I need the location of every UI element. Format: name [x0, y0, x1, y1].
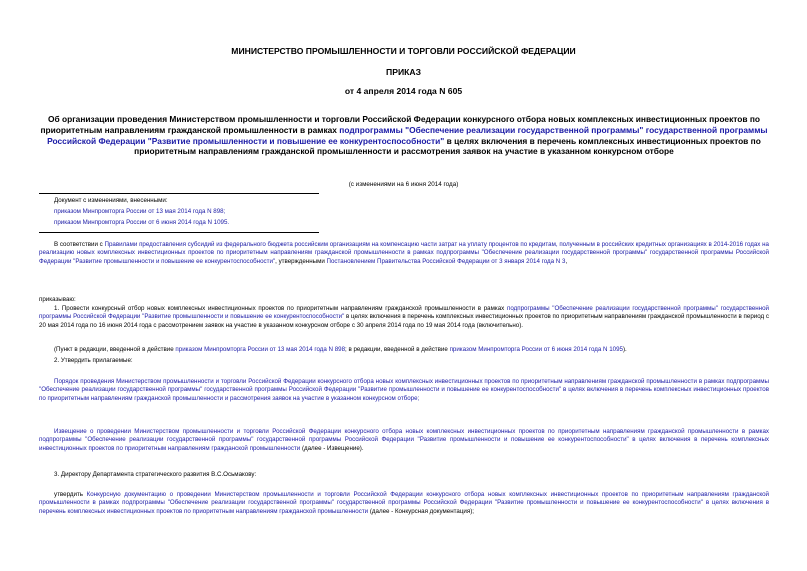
- preamble-paragraph: [39, 241, 769, 266]
- item-1-paragraph: [39, 305, 769, 330]
- procedure-link[interactable]: Порядок проведения Министерством промышленности и торговли Российской Федерации конкурсного отбора новых комплексных инвестиционных проектов по приоритетным направлениям гражданской промышленности в рамках подпрограммы "Обеспечение реализации государственной программы" государственной программы Российской Федерации "Развитие промышленности и повышение ее конкурентоспособности" в целях включения в перечень комплексных инвестиционных проектов по приоритетным направлениям гражданской промышленности и рассмотрения заявок на участие в указанном конкурсном отборе;: [39, 378, 769, 402]
- preamble-text-2: , утвержденными: [275, 257, 327, 265]
- item-2-text: 2. Утвердить прилагаемые:: [54, 357, 133, 364]
- notice-paragraph: [39, 428, 769, 453]
- edition-text-1: (Пункт в редакции, введенной в действие: [54, 346, 176, 353]
- title-text-2: в целях включения в перечень комплексных инвестиционных проектов по приоритетным направлениям гражданской промышленности и рассмотрения заявок на участие в указанном конкурсном отборе: [134, 135, 761, 157]
- edition-note: [54, 346, 627, 354]
- edition-link-1[interactable]: приказом Минпромторга России от 13 мая 2014 года N 898: [175, 346, 346, 353]
- change-link-1[interactable]: приказом Минпромторга России от 13 мая 2014 года N 898;: [54, 208, 226, 215]
- change-link-2[interactable]: приказом Минпромторга России от 6 июня 2014 года N 1095.: [54, 219, 230, 226]
- order-word: приказываю:: [39, 296, 76, 303]
- item-1-text-1: 1. Провести конкурсный отбор новых комплексных инвестиционных проектов по приоритетным направлениям гражданской промышленности в рамках: [54, 305, 507, 312]
- preamble-text-3: ,: [565, 257, 568, 265]
- ministry-heading: МИНИСТЕРСТВО ПРОМЫШЛЕННОСТИ И ТОРГОВЛИ РОССИЙСКОЙ ФЕДЕРАЦИИ: [231, 46, 576, 56]
- divider-bottom: [39, 232, 319, 233]
- item-1-subprogram-link[interactable]: подпрограммы "Обеспечение реализации государственной программы" государственной программы Российской Федерации "Развитие промышленности и повышение ее конкурентоспособности": [39, 305, 769, 321]
- changes-heading: Документ с изменениями, внесенными:: [54, 197, 168, 204]
- tender-documentation-link[interactable]: Конкурсную документацию о проведении Министерством промышленности и торговли Российской Федерации конкурсного отбора новых комплексных инвестиционных проектов по приоритетным направлениям гражданской промышленности в рамках подпрограммы "Обеспечение реализации государственной программы" государственной программы Российской Федерации "Развитие промышленности и повышение ее конкурентоспособности" в целях включения в перечень комплексных инвестиционных проектов по приоритетным направлениям гражданской промышленности: [39, 491, 770, 515]
- approve-paragraph: [39, 491, 769, 516]
- amendment-note: (с изменениями на 6 июня 2014 года): [348, 181, 459, 188]
- subsidy-rules-link[interactable]: Правилами предоставления субсидий из федерального бюджета российским организациям на компенсацию части затрат на уплату процентов по кредитам, полученным в российских кредитных организациях в 2014-2016 годах на реализацию новых комплексных инвестиционных проектов по приоритетным направлениям гражданской промышленности в рамках подпрограммы "Обеспечение реализации государственной программы" государственной программы Российской Федерации "Развитие промышленности и повышение ее конкурентоспособности": [39, 241, 769, 265]
- approve-text-1: утвердить: [54, 491, 87, 498]
- edition-text-2: ; в редакции, введенной в действие: [345, 346, 450, 353]
- government-decree-link[interactable]: Постановлением Правительства Российской Федерации от 3 января 2014 года N 3: [326, 257, 566, 265]
- edition-link-2[interactable]: приказом Минпромторга России от 6 июня 2014 года N 1095: [449, 346, 623, 353]
- notice-link[interactable]: Извещение о проведении Министерством промышленности и торговли Российской Федерации конкурсного отбора новых комплексных инвестиционных проектов по приоритетным направлениям гражданской промышленности в рамках подпрограммы "Обеспечение реализации государственной программы" государственной программы Российской Федерации "Развитие промышленности и повышение ее конкурентоспособности" в целях включения в перечень комплексных инвестиционных проектов по приоритетным направлениям гражданской промышленности: [39, 428, 769, 452]
- item-3-text: 3. Директору Департамента стратегического развития В.С.Осьмакову:: [54, 471, 257, 478]
- approve-text-2: (далее - Конкурсная документация);: [368, 507, 474, 515]
- title-subprogram-link[interactable]: подпрограммы "Обеспечение реализации государственной программы" государственной программы Российской Федерации "Развитие промышленности и повышение ее конкурентоспособности": [47, 124, 768, 146]
- divider-top: [39, 193, 319, 194]
- date-number-heading: от 4 апреля 2014 года N 605: [344, 86, 463, 96]
- notice-text: (далее - Извещение).: [300, 444, 364, 452]
- edition-text-3: ).: [623, 346, 627, 353]
- title-text-1: Об организации проведения Министерством промышленности и торговли Российской Федерации конкурсного отбора новых комплексных инвестиционных проектов по приоритетным направлениям гражданской промышленности в рамках: [40, 114, 761, 135]
- doc-type-heading: ПРИКАЗ: [386, 67, 421, 77]
- preamble-text-1: В соответствии с: [54, 241, 105, 248]
- document-title: [28, 114, 780, 157]
- item-1-text-2: в целях включения в перечень комплексных инвестиционных проектов по приоритетным направлениям гражданской промышленности в период с 20 мая 2014 года по 16 июня 2014 года с рассмотрением заявок на участие в указанном конкурсном отборе с 30 апреля 2014 года по 19 мая 2014 года (включительно).: [39, 313, 769, 329]
